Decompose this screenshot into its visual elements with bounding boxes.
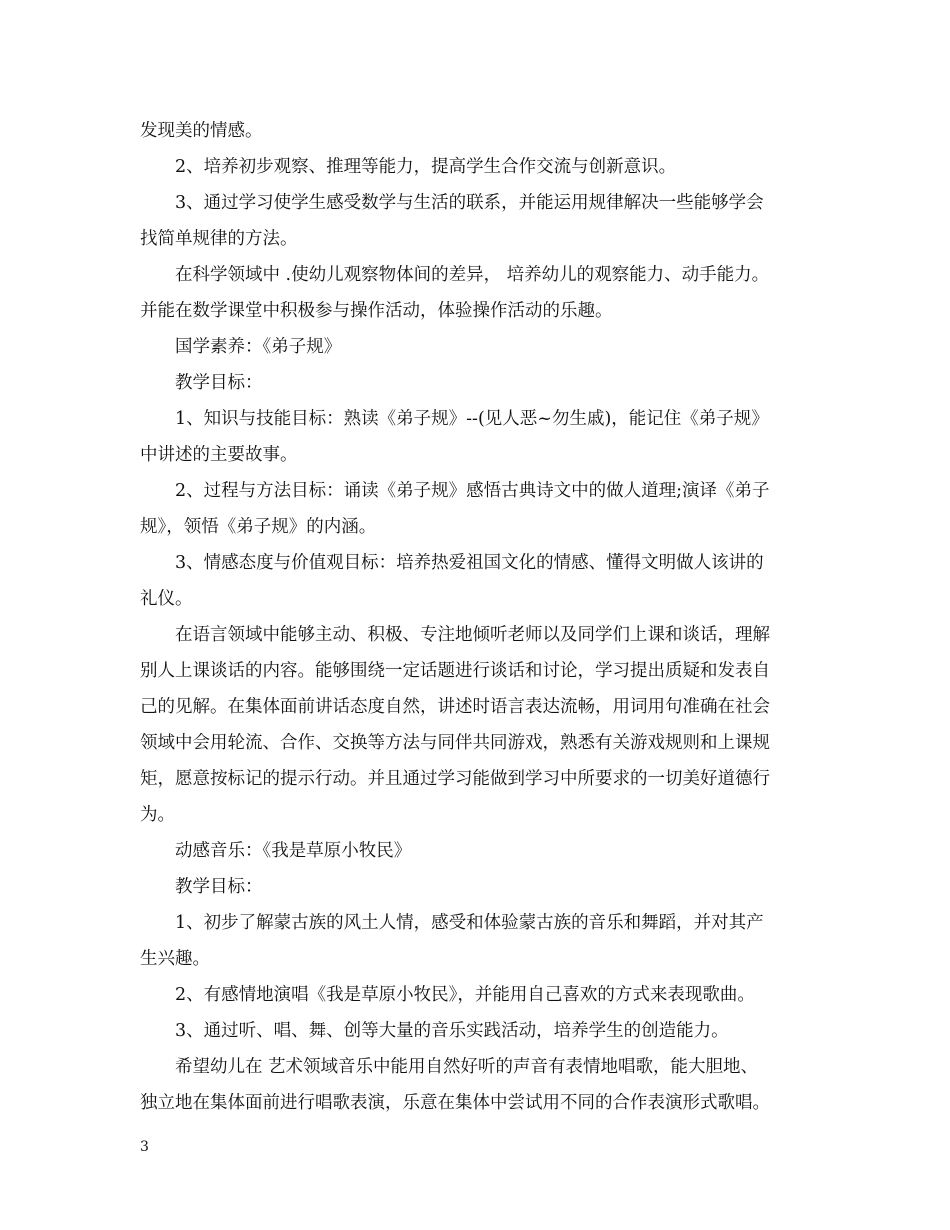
- text-line: 2、有感情地演唱《我是草原小牧民》，并能用自己喜欢的方式来表现歌曲。: [175, 985, 755, 1005]
- text-line: 3、情感态度与价值观目标：培养热爱祖国文化的情感、懂得文明做人该讲的: [175, 553, 764, 573]
- text-line: 动感音乐：《我是草原小牧民》: [175, 841, 412, 861]
- text-line: 领域中会用轮流、合作、交换等方法与同伴共同游戏，熟悉有关游戏规则和上课规: [140, 733, 770, 753]
- text-line: 1、初步了解蒙古族的风土人情，感受和体验蒙古族的音乐和舞蹈，并对其产: [175, 913, 764, 933]
- text-line: 发现美的情感。: [140, 121, 263, 141]
- text-line: 2、培养初步观察、推理等能力，提高学生合作交流与创新意识。: [175, 157, 677, 177]
- text-line: 中讲述的主要故事。: [140, 445, 298, 465]
- text-line: 独立地在集体面前进行唱歌表演，乐意在集体中尝试用不同的合作表演形式歌唱。: [140, 1093, 770, 1113]
- text-line: 3、通过学习使学生感受数学与生活的联系，并能运用规律解决一些能够学会: [175, 193, 764, 213]
- page-number: 3: [140, 1139, 149, 1155]
- text-line: 礼仪。: [140, 589, 193, 609]
- text-line: 在科学领域中 .使幼儿观察物体间的差异， 培养幼儿的观察能力、动手能力。: [175, 265, 770, 285]
- text-line: 矩，愿意按标记的提示行动。并且通过学习能做到学习中所要求的一切美好道德行: [140, 769, 770, 789]
- text-line: 生兴趣。: [140, 949, 210, 969]
- text-line: 1、知识与技能目标：熟读《弟子规》--(见人恶~勿生戚)，能记住《弟子规》: [175, 409, 769, 429]
- text-line: 希望幼儿在 艺术领域音乐中能用自然好听的声音有表情地唱歌，能大胆地、: [175, 1057, 759, 1077]
- text-line: 教学目标：: [175, 373, 263, 393]
- text-line: 3、通过听、唱、舞、创等大量的音乐实践活动，培养学生的创造能力。: [175, 1021, 729, 1041]
- text-line: 规》，领悟《弟子规》的内涵。: [140, 517, 377, 537]
- body-text: [140, 113, 812, 1121]
- text-line: 别人上课谈话的内容。能够围绕一定话题进行谈话和讨论，学习提出质疑和发表自: [140, 661, 770, 681]
- text-line: 并能在数学课堂中积极参与操作活动，体验操作活动的乐趣。: [140, 301, 613, 321]
- text-line: 找简单规律的方法。: [140, 229, 298, 249]
- text-line: 在语言领域中能够主动、积极、专注地倾听老师以及同学们上课和谈话，理解: [175, 625, 770, 645]
- text-line: 国学素养：《弟子规》: [175, 337, 342, 357]
- text-line: 己的见解。在集体面前讲话态度自然，讲述时语言表达流畅，用词用句准确在社会: [140, 697, 770, 717]
- text-line: 教学目标：: [175, 877, 263, 897]
- text-line: 2、过程与方法目标：诵读《弟子规》感悟古典诗文中的做人道理;演译《弟子: [175, 481, 770, 501]
- text-line: 为。: [140, 805, 175, 825]
